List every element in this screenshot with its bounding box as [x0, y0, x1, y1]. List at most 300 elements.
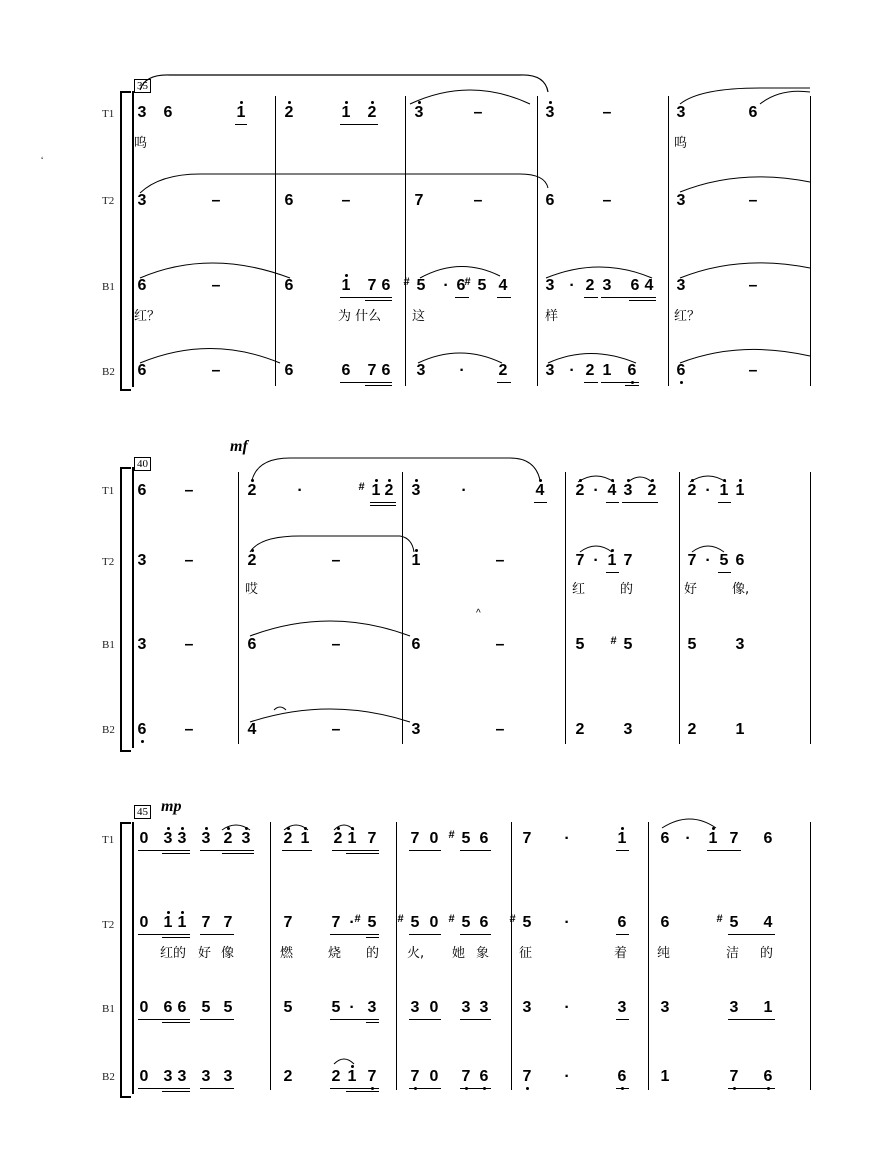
underline — [584, 382, 598, 383]
lyric: 哎 — [245, 582, 259, 597]
note-digit: 1 — [236, 104, 246, 121]
underline — [601, 297, 656, 298]
note-digit: 5 — [367, 914, 377, 931]
note-digit: 3 — [623, 482, 633, 499]
note: · — [349, 999, 355, 1016]
note — [298, 830, 312, 848]
voice-label-b1: B1 — [102, 639, 115, 651]
note — [573, 482, 587, 500]
note: – — [495, 636, 505, 653]
note-digit: 6 — [617, 1068, 627, 1085]
note: 2 — [575, 721, 585, 738]
note-digit: 4 — [535, 482, 545, 499]
note: 5 — [687, 636, 697, 653]
note: – — [184, 482, 194, 499]
note-digit: 3 — [411, 482, 421, 499]
note: 2 — [687, 721, 697, 738]
note-digit: 3 — [241, 830, 251, 847]
note: 6 — [479, 914, 489, 931]
note — [397, 913, 422, 932]
note: 4 — [644, 277, 654, 294]
dynamic-marking: mf — [230, 438, 248, 455]
note-digit: 5 — [410, 914, 420, 931]
underline — [728, 1019, 775, 1020]
lyric: 红？ — [134, 309, 161, 324]
note: 7 — [283, 914, 293, 931]
note-digit: 5 — [416, 277, 426, 294]
voice-label-t1: T1 — [102, 485, 115, 497]
note — [382, 482, 396, 500]
lyric: 着 — [614, 946, 628, 961]
underline — [497, 297, 511, 298]
note — [605, 482, 619, 500]
note-digit: 1 — [341, 277, 351, 294]
lyric: 好 — [684, 582, 698, 597]
note-digit: 2 — [647, 482, 657, 499]
note: – — [341, 192, 351, 209]
note: 3 — [201, 1068, 211, 1085]
note-digit: 1 — [617, 830, 627, 847]
note-digit: 5 — [477, 277, 487, 294]
note: 5 — [575, 636, 585, 653]
measure-number: 40 — [134, 457, 151, 471]
note — [409, 552, 423, 570]
note — [282, 104, 296, 122]
note — [175, 914, 189, 932]
note-digit: 2 — [575, 482, 585, 499]
note: 6 — [137, 482, 147, 499]
note: – — [184, 721, 194, 738]
sharp: # — [358, 481, 365, 493]
note-digit: 3 — [545, 104, 555, 121]
sharp: # — [448, 913, 455, 925]
voice-label-b2: B2 — [102, 724, 115, 736]
note — [365, 104, 379, 122]
note-digit: 7 — [729, 1068, 739, 1085]
voice-label-t1: T1 — [102, 108, 115, 120]
note: 2 — [585, 362, 595, 379]
note-digit: 1 — [735, 482, 745, 499]
note — [459, 1068, 473, 1086]
note: 6 — [163, 104, 173, 121]
note — [448, 913, 473, 932]
underline — [138, 1088, 190, 1089]
lyric: 的 — [620, 582, 634, 597]
note: 1 — [735, 721, 745, 738]
note — [733, 482, 747, 500]
note: – — [602, 104, 612, 121]
underline — [718, 502, 731, 503]
underline — [606, 572, 619, 573]
note-digit: 7 — [367, 1068, 377, 1085]
note: · — [593, 552, 599, 569]
note-digit: 2 — [247, 482, 257, 499]
underline — [200, 850, 254, 851]
note: 4 — [247, 721, 257, 738]
note: 6 — [341, 362, 351, 379]
note: 3 — [410, 999, 420, 1016]
note — [615, 1068, 629, 1086]
note-digit: 1 — [300, 830, 310, 847]
note: 3 — [545, 362, 555, 379]
note-digit: 5 — [729, 914, 739, 931]
note: 7 — [367, 362, 377, 379]
note-digit: 2 — [284, 104, 294, 121]
note — [175, 830, 189, 848]
underline — [616, 934, 629, 935]
sharp: # — [464, 276, 471, 288]
note: 5 — [283, 999, 293, 1016]
stray-mark: ʻ — [41, 156, 44, 167]
note: 3 — [461, 999, 471, 1016]
note: – — [211, 362, 221, 379]
underline — [455, 297, 469, 298]
underline — [629, 300, 656, 301]
note — [161, 830, 175, 848]
underline — [534, 502, 547, 503]
note: 3 — [623, 721, 633, 738]
note: · — [569, 362, 575, 379]
underline — [162, 1091, 190, 1092]
note — [645, 482, 659, 500]
note: · — [564, 1068, 570, 1085]
note-digit: 1 — [163, 914, 173, 931]
note: 0 — [429, 1068, 439, 1085]
note-digit: 3 — [177, 830, 187, 847]
note: 3 — [163, 1068, 173, 1085]
note: 6 — [763, 830, 773, 847]
underline — [162, 1022, 190, 1023]
note: 1 — [660, 1068, 670, 1085]
note-digit: 6 — [479, 1068, 489, 1085]
note — [365, 1068, 379, 1086]
note: 6 — [617, 914, 627, 931]
note: · — [564, 914, 570, 931]
note: 3 — [660, 999, 670, 1016]
note — [727, 1068, 741, 1086]
note: – — [495, 552, 505, 569]
note: 3 — [137, 192, 147, 209]
note: · — [569, 277, 575, 294]
note: 2 — [331, 1068, 341, 1085]
note-digit: 2 — [283, 830, 293, 847]
underline — [330, 934, 379, 935]
note — [477, 1068, 491, 1086]
fermata-mark: ^ — [476, 608, 481, 619]
note: 3 — [137, 636, 147, 653]
note — [234, 104, 248, 122]
underline — [346, 853, 379, 854]
underline — [409, 1088, 441, 1089]
note: 6 — [748, 104, 758, 121]
note — [245, 482, 259, 500]
underline — [235, 124, 247, 125]
underline — [330, 1019, 379, 1020]
note — [403, 276, 428, 295]
note: 7 — [410, 830, 420, 847]
underline — [162, 853, 190, 854]
note: 3 — [617, 999, 627, 1016]
voice-label-t2: T2 — [102, 195, 115, 207]
note: 6 — [479, 830, 489, 847]
note: 3 — [729, 999, 739, 1016]
note: · — [593, 482, 599, 499]
note — [706, 830, 720, 848]
note: 3 — [545, 277, 555, 294]
note: 3 — [676, 104, 686, 121]
note-digit: 4 — [607, 482, 617, 499]
note-digit: 1 — [607, 552, 617, 569]
note — [610, 635, 635, 654]
note: 3 — [676, 277, 686, 294]
note: – — [184, 552, 194, 569]
note — [409, 482, 423, 500]
underline — [365, 385, 392, 386]
underline — [409, 934, 441, 935]
note — [605, 552, 619, 570]
note — [717, 482, 731, 500]
note — [621, 482, 635, 500]
underline — [346, 1091, 379, 1092]
note-digit: 1 — [177, 914, 187, 931]
note: 6 — [284, 192, 294, 209]
underline — [365, 300, 392, 301]
note — [239, 830, 253, 848]
sharp: # — [403, 276, 410, 288]
note: 2 — [498, 362, 508, 379]
underline — [340, 124, 378, 125]
note — [625, 362, 639, 380]
lyric: 像 — [221, 946, 235, 961]
note: – — [211, 277, 221, 294]
note-digit: 6 — [676, 362, 686, 379]
note — [339, 104, 353, 122]
underline — [460, 1088, 491, 1089]
note: 3 — [137, 552, 147, 569]
note: – — [495, 721, 505, 738]
note: – — [473, 104, 483, 121]
note: 3 — [735, 636, 745, 653]
note: 7 — [367, 830, 377, 847]
note: 7 — [201, 914, 211, 931]
note: 6 — [735, 552, 745, 569]
underline — [340, 297, 392, 298]
underline — [200, 934, 234, 935]
note-digit: 1 — [347, 830, 357, 847]
note-digit: 6 — [137, 721, 147, 738]
note — [345, 830, 359, 848]
note: 6 — [660, 914, 670, 931]
lyric: 呜 — [134, 136, 148, 151]
lyric: 烧 — [328, 946, 342, 961]
lyric: 好 — [198, 946, 212, 961]
note: 0 — [139, 1068, 149, 1085]
note: · — [685, 830, 691, 847]
note-digit: 7 — [522, 1068, 532, 1085]
lyric: 征 — [519, 946, 533, 961]
lyric: 的 — [366, 946, 380, 961]
underline — [222, 853, 254, 854]
note: · — [564, 999, 570, 1016]
note — [509, 913, 534, 932]
note-digit: 2 — [687, 482, 697, 499]
underline — [366, 937, 379, 938]
note-digit: 5 — [522, 914, 532, 931]
note: 5 — [223, 999, 233, 1016]
lyric: 燃 — [280, 946, 294, 961]
underline — [718, 572, 731, 573]
note: 3 — [676, 192, 686, 209]
underline — [162, 937, 190, 938]
note-digit: 1 — [341, 104, 351, 121]
lyric: 红？ — [674, 309, 701, 324]
note: 3 — [223, 1068, 233, 1085]
voice-label-b1: B1 — [102, 281, 115, 293]
sharp: # — [509, 913, 516, 925]
note: 0 — [429, 830, 439, 847]
note-digit: 7 — [410, 1068, 420, 1085]
note: 7 — [223, 914, 233, 931]
score-system-1 — [0, 78, 871, 398]
sharp: # — [610, 635, 617, 647]
note: 3 — [522, 999, 532, 1016]
note: 7 — [414, 192, 424, 209]
note — [161, 914, 175, 932]
note: – — [331, 636, 341, 653]
note: · — [705, 552, 711, 569]
note-digit: 5 — [461, 830, 471, 847]
underline — [366, 1022, 379, 1023]
note: 3 — [479, 999, 489, 1016]
note: 3 — [137, 104, 147, 121]
lyric: 呜 — [674, 136, 688, 151]
underline — [200, 1019, 234, 1020]
note: – — [748, 277, 758, 294]
underline — [606, 502, 619, 503]
note: 7 — [687, 552, 697, 569]
note-digit: 1 — [719, 482, 729, 499]
underline — [584, 297, 598, 298]
underline — [601, 382, 639, 383]
note: 2 — [585, 277, 595, 294]
note: 4 — [498, 277, 508, 294]
voice-label-t2: T2 — [102, 556, 115, 568]
note-digit: 5 — [623, 636, 633, 653]
note-digit: 2 — [247, 552, 257, 569]
note: – — [184, 636, 194, 653]
note — [354, 913, 379, 932]
note: 6 — [456, 277, 466, 294]
underline — [370, 505, 396, 506]
note: 6 — [137, 277, 147, 294]
note — [339, 277, 353, 295]
note — [716, 913, 741, 932]
note: 7 — [575, 552, 585, 569]
underline — [138, 934, 190, 935]
voice-label-b1: B1 — [102, 1003, 115, 1015]
note: 6 — [163, 999, 173, 1016]
underline — [622, 502, 658, 503]
lyric: 纯 — [657, 946, 671, 961]
note — [464, 276, 489, 295]
underline — [332, 850, 379, 851]
underline — [616, 850, 629, 851]
note — [543, 104, 557, 122]
note: 7 — [623, 552, 633, 569]
note — [135, 721, 149, 739]
dynamic-marking: mp — [161, 798, 182, 815]
note-digit: 1 — [347, 1068, 357, 1085]
note — [408, 1068, 422, 1086]
sharp: # — [354, 913, 361, 925]
note — [199, 830, 213, 848]
note — [448, 829, 473, 848]
underline — [707, 850, 741, 851]
underline — [728, 1088, 775, 1089]
underline — [409, 1019, 441, 1020]
note: – — [473, 192, 483, 209]
note: – — [748, 192, 758, 209]
note: 7 — [367, 277, 377, 294]
note: 0 — [139, 914, 149, 931]
underline — [460, 850, 491, 851]
note: 5 — [719, 552, 729, 569]
note — [674, 362, 688, 380]
note: 6 — [630, 277, 640, 294]
note — [520, 1068, 534, 1086]
note: 7 — [522, 830, 532, 847]
sharp: # — [716, 913, 723, 925]
note-digit: 3 — [414, 104, 424, 121]
sharp: # — [397, 913, 404, 925]
voice-label-t2: T2 — [102, 919, 115, 931]
note: 6 — [177, 999, 187, 1016]
note: 6 — [381, 362, 391, 379]
voice-label-b2: B2 — [102, 366, 115, 378]
note-digit: 3 — [201, 830, 211, 847]
note: 5 — [331, 999, 341, 1016]
measure-number: 35 — [134, 79, 151, 93]
note: 3 — [416, 362, 426, 379]
note: · — [461, 482, 467, 499]
note: · — [564, 830, 570, 847]
note — [358, 481, 383, 500]
underline — [460, 934, 491, 935]
lyric: 像, — [732, 582, 750, 597]
note: · — [459, 362, 465, 379]
sharp: # — [448, 829, 455, 841]
note: 5 — [201, 999, 211, 1016]
underline — [497, 382, 511, 383]
underline — [409, 850, 441, 851]
note — [331, 830, 345, 848]
lyric: 为 什么 — [338, 309, 382, 324]
underline — [330, 1088, 379, 1089]
note: 0 — [429, 914, 439, 931]
note: 0 — [139, 999, 149, 1016]
underline — [200, 1088, 234, 1089]
note — [685, 482, 699, 500]
note: 1 — [602, 362, 612, 379]
underline — [460, 1019, 491, 1020]
lyric: 火, — [407, 946, 425, 961]
measure-number: 45 — [134, 805, 151, 819]
underline — [625, 385, 639, 386]
note — [761, 1068, 775, 1086]
note-digit: 2 — [223, 830, 233, 847]
underline — [370, 502, 396, 503]
note: 4 — [763, 914, 773, 931]
